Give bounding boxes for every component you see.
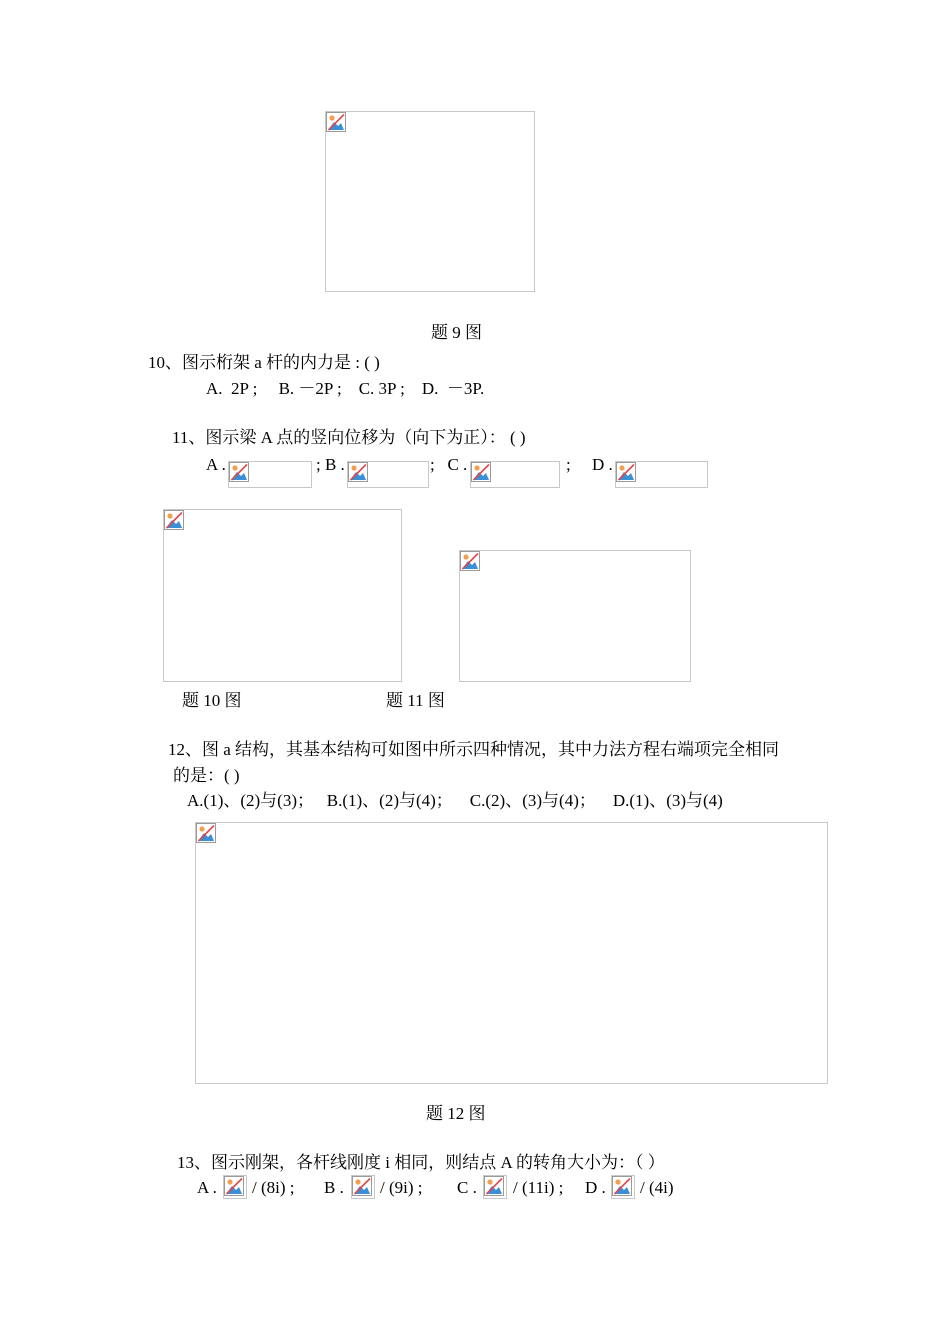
broken-image-icon (460, 551, 480, 571)
question-13-option-a-label: A . (197, 1178, 217, 1197)
question-13-option-d-image (611, 1175, 635, 1199)
figure-10-image (163, 509, 402, 682)
question-11-text: 11、图示梁 A 点的竖向位移为（向下为正）： ( ) (172, 428, 526, 447)
broken-image-icon (471, 462, 491, 482)
question-11-option-c-image (470, 461, 560, 488)
question-13-option-d-label: D . (585, 1178, 606, 1197)
broken-image-icon (164, 510, 184, 530)
figure-11-caption: 题 11 图 (386, 691, 445, 710)
broken-image-icon (352, 1176, 372, 1196)
broken-image-icon (612, 1176, 632, 1196)
broken-image-icon (616, 462, 636, 482)
question-11-option-a-label: A . (206, 455, 226, 474)
question-13-option-a-image (223, 1175, 247, 1199)
question-13-option-c-suffix: / (11i) ; (513, 1178, 564, 1197)
broken-image-icon (484, 1176, 504, 1196)
figure-12-caption: 题 12 图 (426, 1104, 486, 1123)
question-11-option-c-label: ; C . (430, 455, 468, 474)
question-12-text-line1: 12、图 a 结构，其基本结构可如图中所示四种情况，其中力法方程右端项完全相同 (168, 740, 780, 759)
figure-9-caption: 题 9 图 (431, 323, 482, 342)
question-11-option-b-label: ; B . (316, 455, 345, 474)
question-11-option-b-image (347, 461, 429, 488)
broken-image-icon (348, 462, 368, 482)
question-13-option-c-image (483, 1175, 507, 1199)
question-13-text: 13、图示刚架，各杆线刚度 i 相同，则结点 A 的转角大小为：（ ） (177, 1153, 665, 1172)
question-12-options: A.(1)、(2)与(3)； B.(1)、(2)与(4)； C.(2)、(3)与(4)； D.(1)、(3)与(4) (187, 791, 723, 810)
question-13-option-d-suffix: / (4i) (640, 1178, 674, 1197)
figure-10-caption: 题 10 图 (182, 691, 242, 710)
question-13-option-c-label: C . (457, 1178, 477, 1197)
figure-11-image (459, 550, 691, 682)
question-13-option-b-image (351, 1175, 375, 1199)
question-11-option-d-image (615, 461, 708, 488)
broken-image-icon (326, 112, 346, 132)
question-12-text-line2: 的是：( ) (173, 766, 240, 785)
question-10-text: 10、图示桁架 a 杆的内力是 : ( ) (148, 353, 380, 372)
question-11-option-d-label: ; D . (566, 455, 613, 474)
figure-9-image (325, 111, 535, 292)
question-10-options: A. 2P ; B. －2P ; C. 3P ; D. －3P. (206, 379, 485, 398)
question-13-option-b-label: B . (324, 1178, 344, 1197)
broken-image-icon (229, 462, 249, 482)
broken-image-icon (224, 1176, 244, 1196)
question-13-option-a-suffix: / (8i) ; (252, 1178, 295, 1197)
figure-12-image (195, 822, 828, 1084)
broken-image-icon (196, 823, 216, 843)
question-11-option-a-image (228, 461, 312, 488)
question-13-option-b-suffix: / (9i) ; (380, 1178, 423, 1197)
